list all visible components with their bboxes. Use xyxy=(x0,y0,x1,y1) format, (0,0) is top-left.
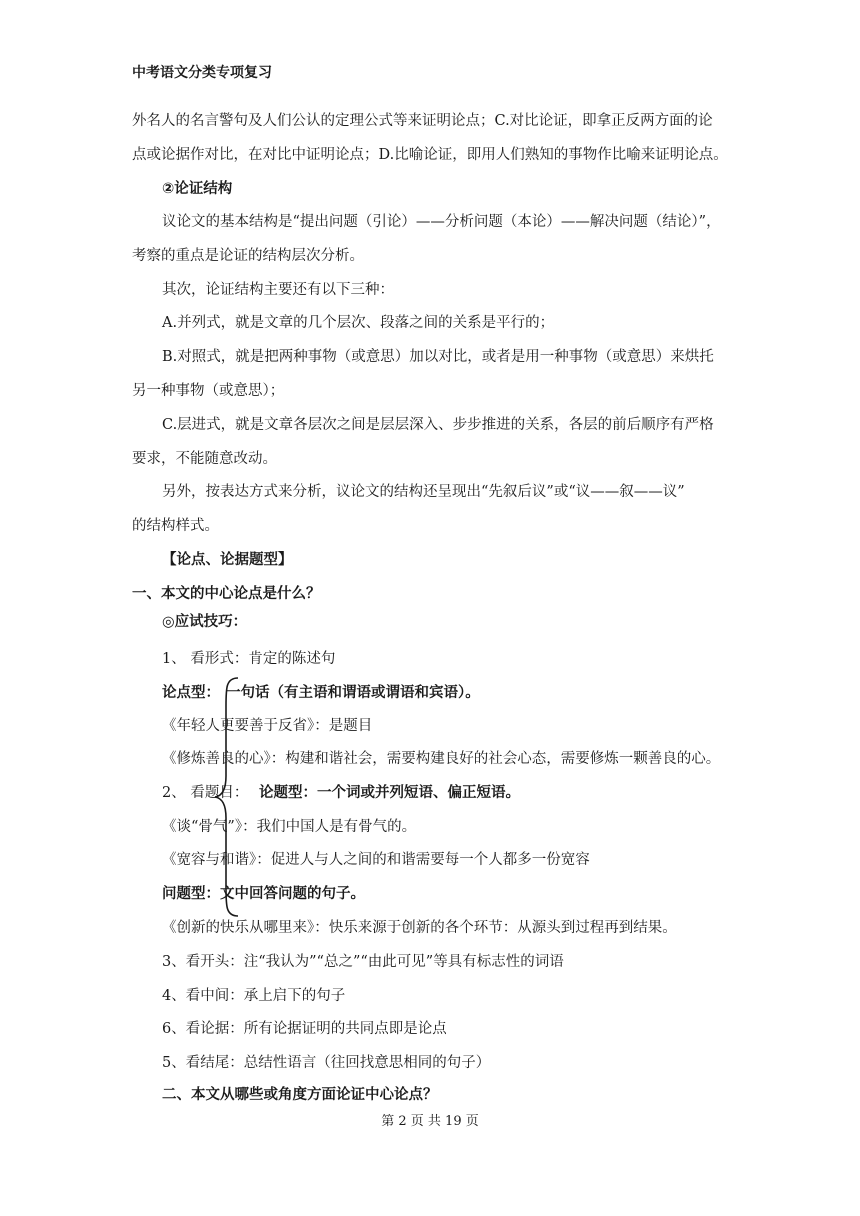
type-description-topic: 论题型：一个词或并列短语、偏正短语。 xyxy=(259,785,520,801)
page-footer: 第 2 页 共 19 页 xyxy=(381,1114,479,1129)
type-description-thesis: 一句话（有主语和谓语或谓语和宾语）。 xyxy=(226,685,480,701)
paragraph-line: 考察的重点是论证的结构层次分析。 xyxy=(132,248,364,264)
tips-heading: ◎应试技巧： xyxy=(162,614,248,630)
example-line: 《创新的快乐从哪里来》：快乐来源于创新的各个环节：从源头到过程再到结果。 xyxy=(162,920,677,936)
tip-item-3: 3、看开头：注“我认为”“总之”“由此可见”等具有标志性的词语 xyxy=(162,954,564,970)
example-line: 《修炼善良的心》：构建和谐社会，需要构建良好的社会心态，需要修炼一颗善良的心。 xyxy=(162,751,721,767)
tip-item-4: 4、看中间：承上启下的句子 xyxy=(162,988,346,1004)
curly-brace-icon xyxy=(212,676,242,918)
section-heading-argument-structure: ②论证结构 xyxy=(162,181,233,197)
type-label-question: 问题型：文中回答问题的句子。 xyxy=(162,886,365,902)
tip-item-6: 6、看论据：所有论据证明的共同点即是论点 xyxy=(162,1021,447,1037)
paragraph-line: 另外，按表达方式来分析，议论文的结构还呈现出“先叙后议”或“议——叙——议” xyxy=(162,484,685,500)
example-line: 《宽容与和谐》：促进人与人之间的和谐需要每一个人都多一份宽容 xyxy=(162,852,590,868)
example-line: 《谈“骨气”》：我们中国人是有骨气的。 xyxy=(162,819,417,835)
example-line: 《年轻人更要善于反省》：是题目 xyxy=(162,718,373,734)
question-heading-1: 一、本文的中心论点是什么？ xyxy=(132,586,321,602)
paragraph-line: 议论文的基本结构是“提出问题（引论）——分析问题（本论）——解决问题（结论）”， xyxy=(162,214,721,230)
question-heading-2: 二、本文从哪些或角度方面论证中心论点？ xyxy=(162,1087,438,1103)
paragraph-line: 另一种事物（或意思）； xyxy=(132,383,285,399)
list-item-parallel: A.并列式，就是文章的几个层次、段落之间的关系是平行的； xyxy=(162,315,555,331)
paragraph-line: 点或论据作对比，在对比中证明论点；D.比喻论证，即用人们熟知的事物作比喻来证明论点。 xyxy=(132,147,728,163)
paragraph-line: 其次，论证结构主要还有以下三种： xyxy=(162,282,394,298)
type-label-thesis: 论点型： xyxy=(162,685,220,701)
tip-item-1: 1、 看形式：肯定的陈述句 xyxy=(162,651,336,667)
section-heading-question-types: 【论点、论据题型】 xyxy=(162,552,293,568)
list-item-progressive: C.层进式，就是文章各层次之间是层层深入、步步推进的关系，各层的前后顺序有严格 xyxy=(162,417,714,433)
tip-item-5: 5、看结尾：总结性语言（往回找意思相同的句子） xyxy=(162,1055,491,1071)
paragraph-line: 外名人的名言警句及人们公认的定理公式等来证明论点；C.对比论证，即拿正反两方面的论 xyxy=(132,113,713,129)
paragraph-line: 的结构样式。 xyxy=(132,518,219,534)
list-item-contrast: B.对照式，就是把两种事物（或意思）加以对比，或者是用一种事物（或意思）来烘托 xyxy=(162,349,714,365)
page-header-title: 中考语文分类专项复习 xyxy=(132,65,272,81)
tip-item-2: 2、 看题目： xyxy=(162,785,249,801)
paragraph-line: 要求，不能随意改动。 xyxy=(132,451,277,467)
